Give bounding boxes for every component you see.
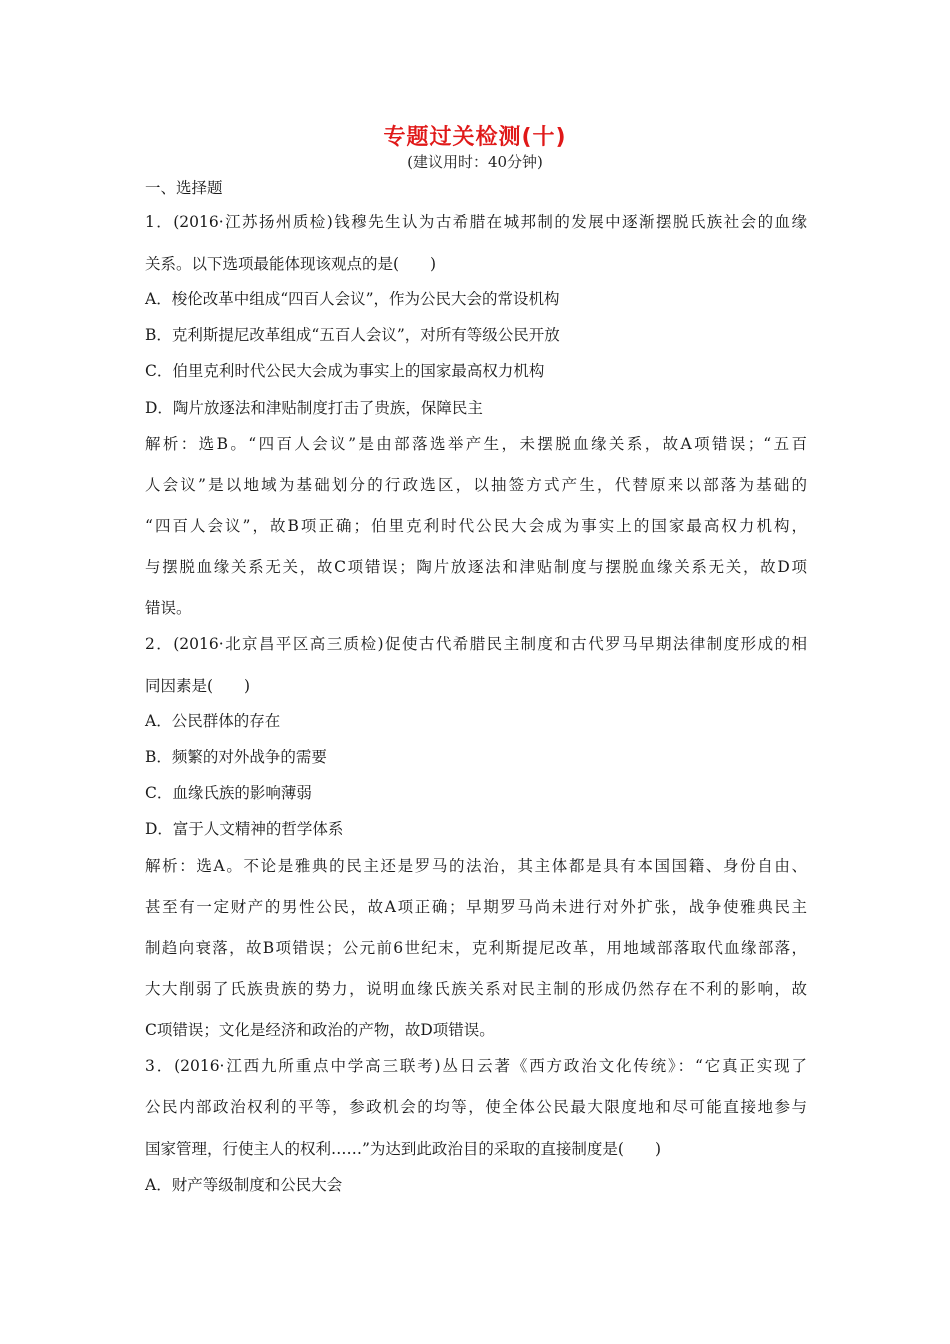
q3-stem-line-1: 3．(2016·江西九所重点中学高三联考)丛日云著《西方政治文化传统》：“它真正实现了	[145, 1057, 807, 1075]
q3-stem-line-3: 国家管理，行使主人的权利……”为达到此政治目的采取的直接制度是( )	[145, 1140, 662, 1158]
q1-option-a: A．梭伦改革中组成“四百人会议”，作为公民大会的常设机构	[145, 290, 560, 308]
q2-explanation-line-2: 甚至有一定财产的男性公民，故A项正确；早期罗马尚未进行对外扩张，战争使雅典民主	[145, 898, 807, 916]
q2-option-c: C．血缘氏族的影响薄弱	[145, 784, 312, 802]
q1-explanation-line-5: 错误。	[145, 599, 192, 617]
page-title: 专题过关检测(十)	[383, 125, 567, 150]
q2-explanation-line-3: 制趋向衰落，故B项错误；公元前6世纪末，克利斯提尼改革，用地域部落取代血缘部落，	[145, 939, 807, 957]
q1-option-c: C．伯里克利时代公民大会成为事实上的国家最高权力机构	[145, 362, 545, 380]
q1-option-b: B．克利斯提尼改革组成“五百人会议”，对所有等级公民开放	[145, 326, 560, 344]
q2-stem-line-2: 同因素是( )	[145, 677, 251, 695]
q2-explanation-line-4: 大大削弱了氏族贵族的势力，说明血缘氏族关系对民主制的形成仍然存在不利的影响，故	[145, 980, 807, 998]
q2-stem-line-1: 2．(2016·北京昌平区高三质检)促使古代希腊民主制度和古代罗马早期法律制度形成的相	[145, 635, 807, 653]
q1-stem-line-1: 1．(2016·江苏扬州质检)钱穆先生认为古希腊在城邦制的发展中逐渐摆脱氏族社会的血缘	[145, 213, 807, 231]
q1-option-d: D．陶片放逐法和津贴制度打击了贵族，保障民主	[145, 399, 483, 417]
q2-option-d: D．富于人文精神的哲学体系	[145, 820, 344, 838]
q2-option-a: A．公民群体的存在	[145, 712, 281, 730]
q1-explanation-line-4: 与摆脱血缘关系无关，故C项错误；陶片放逐法和津贴制度与摆脱血缘关系无关，故D项	[145, 558, 807, 576]
q1-explanation-line-2: 人会议”是以地域为基础划分的行政选区，以抽签方式产生，代替原来以部落为基础的	[145, 476, 807, 494]
q3-stem-line-2: 公民内部政治权利的平等，参政机会的均等，使全体公民最大限度地和尽可能直接地参与	[145, 1098, 807, 1116]
q2-explanation-line-1: 解析：选A。不论是雅典的民主还是罗马的法治，其主体都是具有本国国籍、身份自由、	[145, 857, 807, 875]
q2-explanation-line-5: C项错误；文化是经济和政治的产物，故D项错误。	[145, 1021, 495, 1039]
q1-explanation-line-1: 解析：选B。“四百人会议”是由部落选举产生，未摆脱血缘关系，故A项错误；“五百	[145, 435, 807, 453]
q2-option-b: B．频繁的对外战争的需要	[145, 748, 327, 766]
q3-option-a: A．财产等级制度和公民大会	[145, 1176, 343, 1194]
time-suggestion: (建议用时：40分钟)	[407, 153, 543, 171]
q1-explanation-line-3: “四百人会议”，故B项正确；伯里克利时代公民大会成为事实上的国家最高权力机构，	[145, 517, 807, 535]
section-heading: 一、选择题	[145, 179, 223, 197]
q1-stem-line-2: 关系。以下选项最能体现该观点的是( )	[145, 255, 437, 273]
